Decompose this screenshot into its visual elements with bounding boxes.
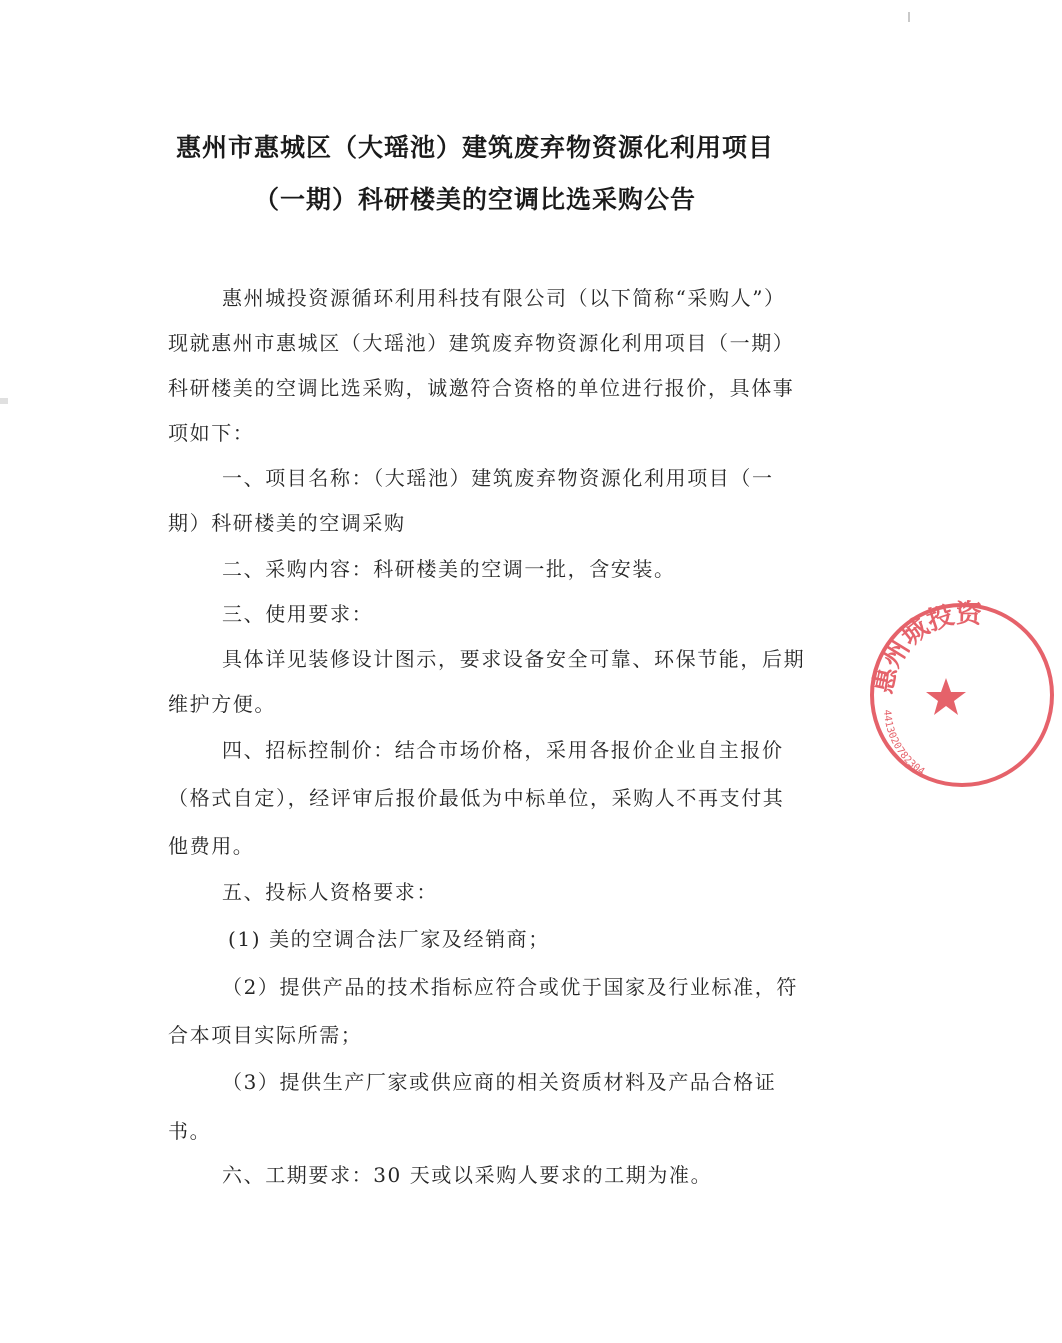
section-3-line-1: 具体详见装修设计图示，要求设备安全可靠、环保节能，后期 [222,647,806,671]
intro-line-3: 科研楼美的空调比选采购，诚邀符合资格的单位进行报价，具体事 [168,376,795,400]
intro-line-4: 项如下： [168,421,255,445]
section-5-heading: 五、投标人资格要求： [222,880,438,904]
section-5-item-2-line-1: （2）提供产品的技术指标应符合或优于国家及行业标准，符 [222,975,798,999]
company-seal [862,600,1062,790]
section-4-line-2: （格式自定），经评审后报价最低为中标单位，采购人不再支付其 [168,786,785,810]
intro-line-1: 惠州城投资源循环利用科技有限公司（以下简称“采购人”） [222,286,786,310]
seal-number: 4413020782304 [880,709,927,778]
seal-star-icon [926,678,966,715]
section-5-item-1: (1) 美的空调合法厂家及经销商； [228,927,550,951]
title-line-1: 惠州市惠城区（大瑶池）建筑废弃物资源化利用项目 [175,133,774,162]
section-3-line-2: 维护方便。 [168,692,276,716]
intro-line-2: 现就惠州市惠城区（大瑶池）建筑废弃物资源化利用项目（一期） [168,331,795,355]
section-1-line-1: 一、项目名称：（大瑶池）建筑废弃物资源化利用项目（一 [222,466,774,490]
scan-mark [908,12,910,22]
section-5-item-2-line-2: 合本项目实际所需； [168,1023,363,1047]
section-6-line-1: 六、工期要求：30 天或以采购人要求的工期为准。 [222,1163,713,1187]
section-4-line-1: 四、招标控制价：结合市场价格，采用各报价企业自主报价 [222,738,784,762]
section-3-heading: 三、使用要求： [222,602,374,626]
seal-text: 惠州城投资 [868,600,983,697]
section-4-line-3: 他费用。 [168,834,255,858]
section-5-item-3-line-2: 书。 [168,1119,212,1143]
section-5-item-3-line-1: （3）提供生产厂家或供应商的相关资质材料及产品合格证 [222,1070,777,1094]
section-2-line-1: 二、采购内容：科研楼美的空调一批，含安装。 [222,557,676,581]
scan-mark [0,398,8,404]
section-1-line-2: 期）科研楼美的空调采购 [168,511,406,535]
title-line-2: （一期）科研楼美的空调比选采购公告 [253,185,696,214]
